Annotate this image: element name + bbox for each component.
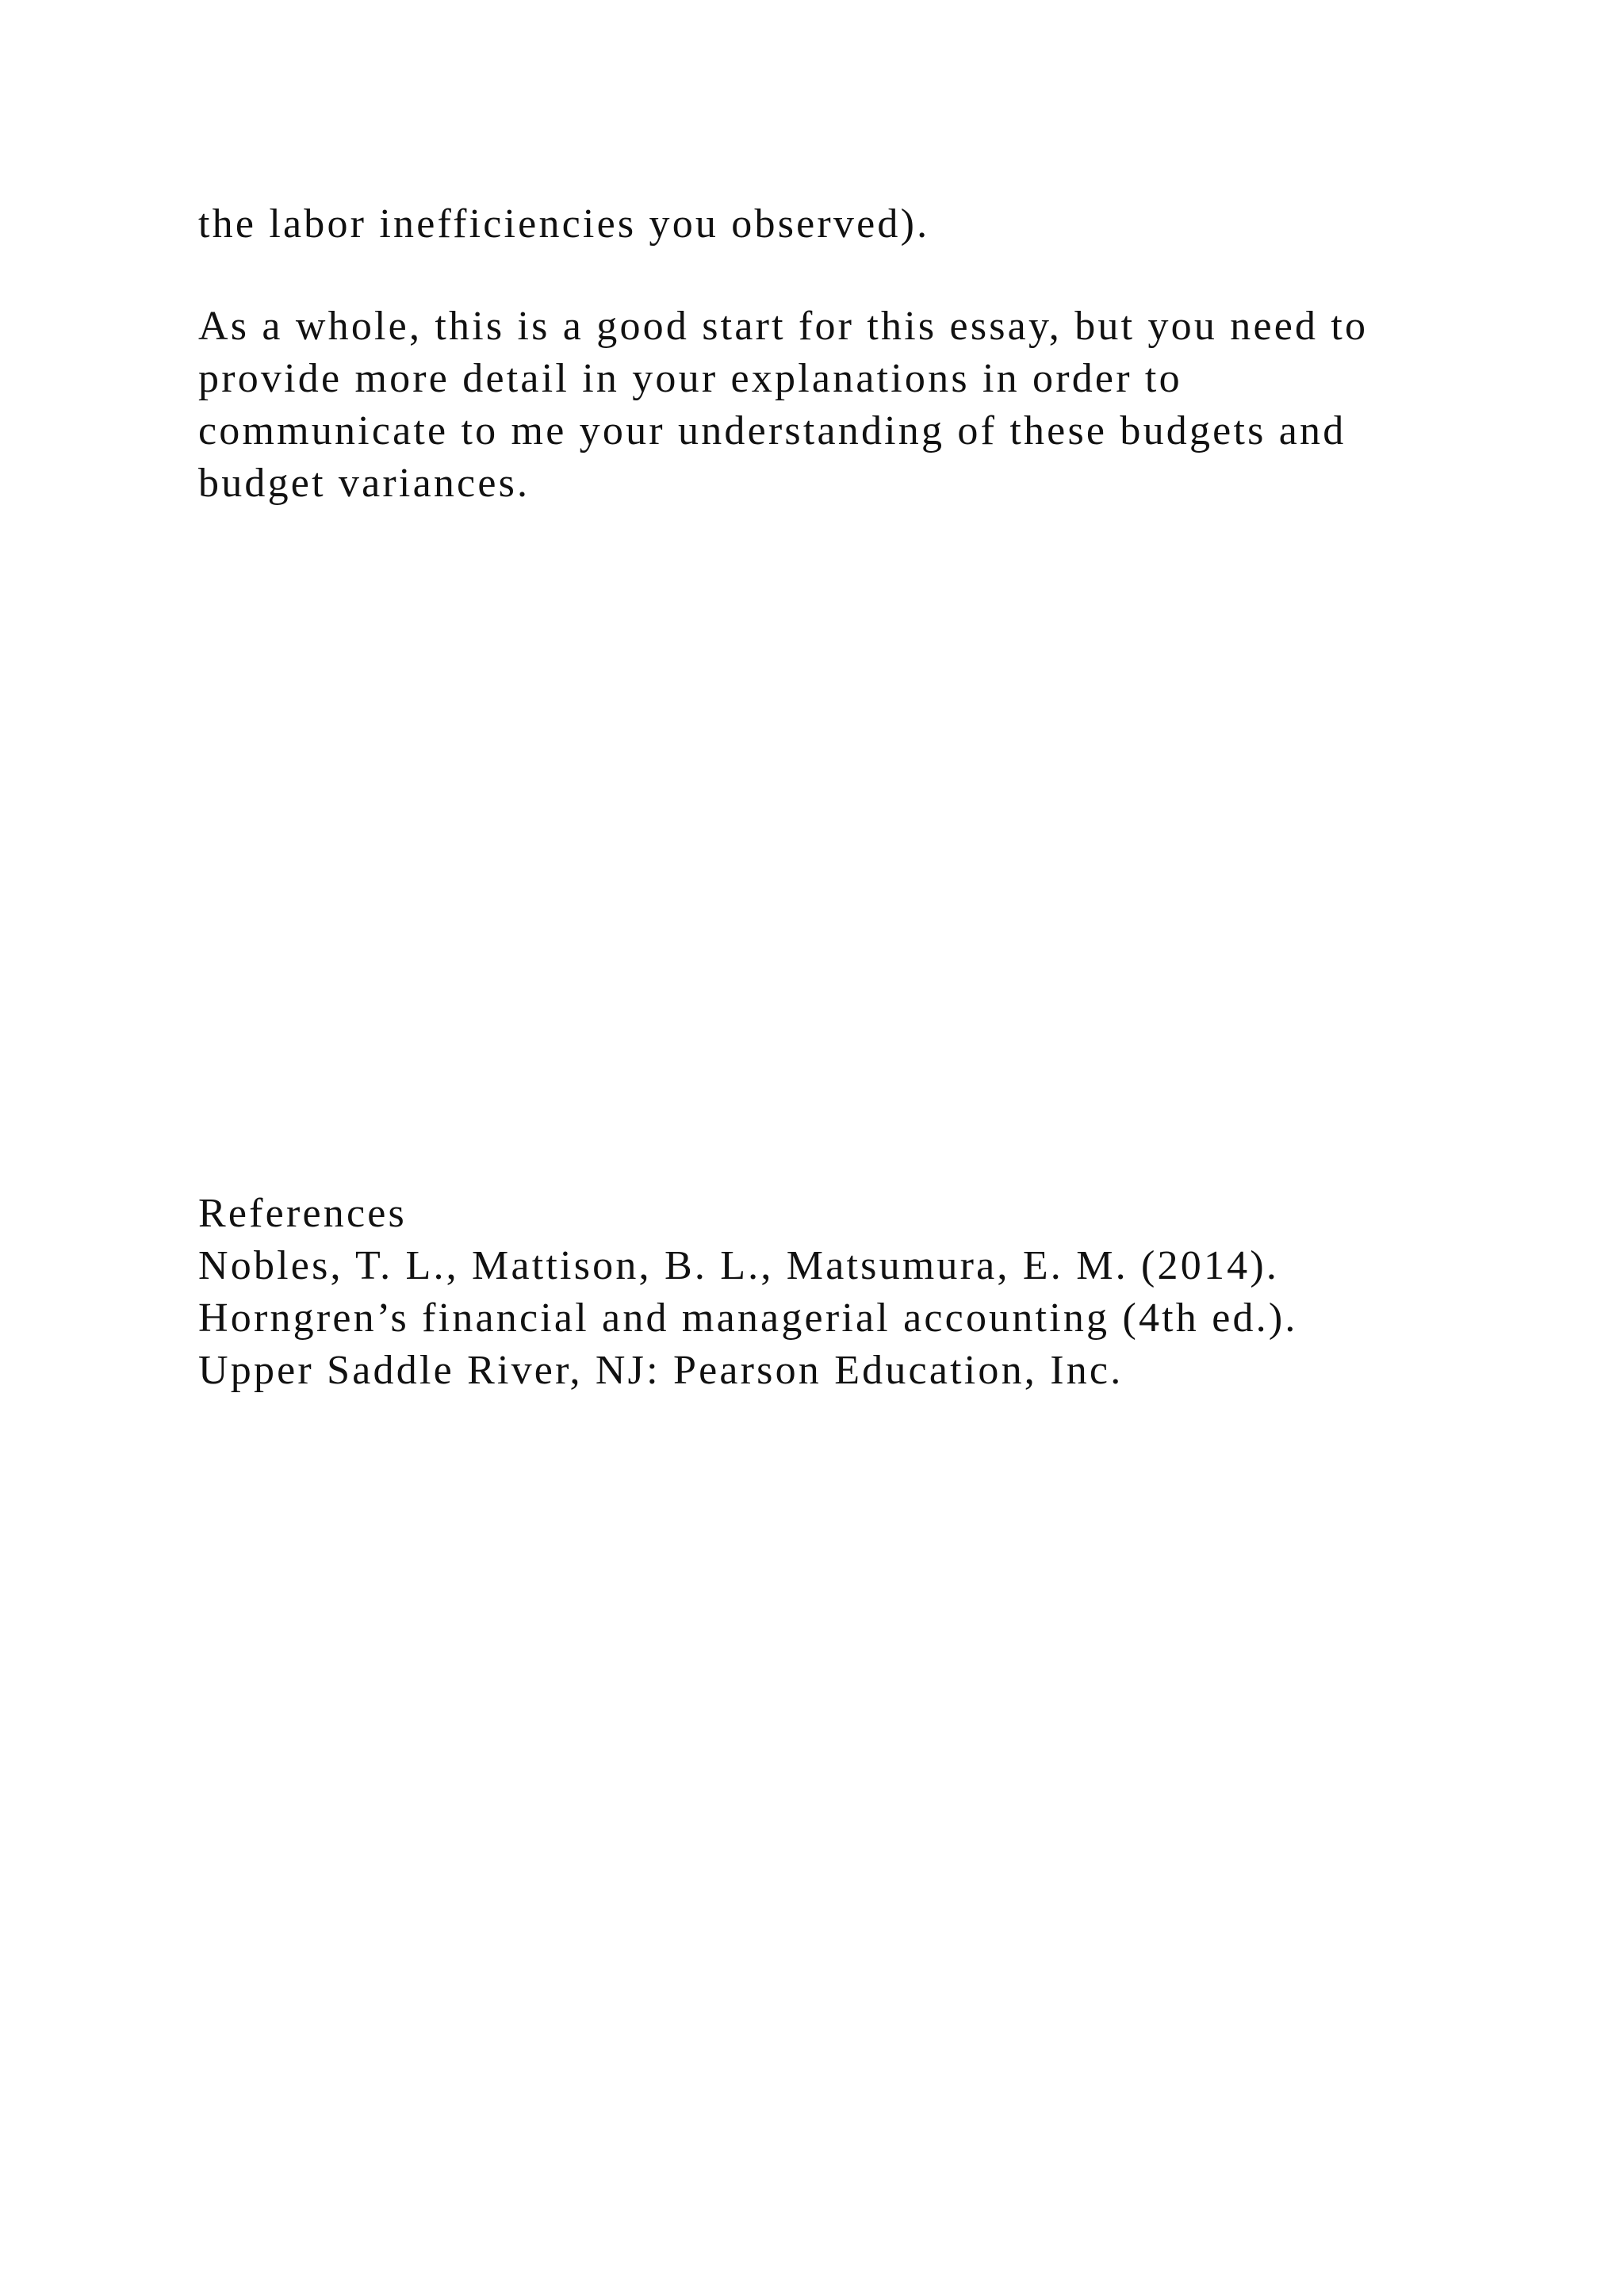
reference-entry-line: Nobles, T. L., Mattison, B. L., Matsumura, E. M. (2014).: [198, 1243, 1280, 1288]
text-line: communicate to me your understanding of these budgets and: [198, 408, 1346, 453]
text-line: provide more detail in your explanations in order to: [198, 356, 1182, 401]
references-section: [198, 1188, 1467, 1397]
references-heading: References: [198, 1191, 407, 1236]
paragraph-feedback: [198, 300, 1467, 510]
text-line: budget variances.: [198, 461, 530, 506]
text-line: the labor inefficiencies you observed).: [198, 201, 930, 247]
reference-entry-line: Horngren’s financial and managerial accounting (4th ed.).: [198, 1295, 1298, 1341]
reference-entry-line: Upper Saddle River, NJ: Pearson Education, Inc.: [198, 1348, 1124, 1393]
text-line: As a whole, this is a good start for this essay, but you need to: [198, 304, 1369, 349]
paragraph-continuation: [198, 198, 1467, 251]
